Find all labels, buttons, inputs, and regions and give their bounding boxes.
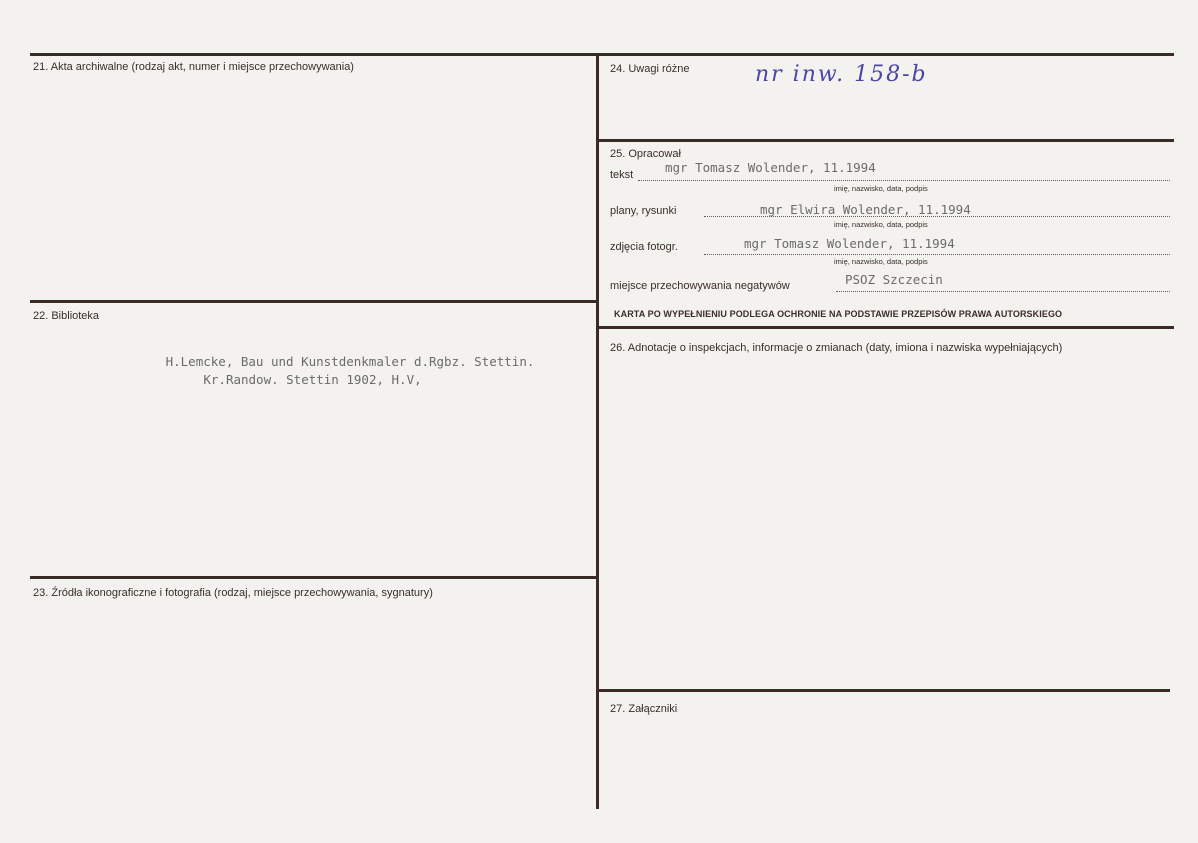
section-22-label: 22. Biblioteka xyxy=(33,310,100,322)
rule-25-26 xyxy=(598,326,1174,329)
copyright-note: KARTA PO WYPEŁNIENIU PODLEGA OCHRONIE NA PODSTAWIE PRZEPISÓW PRAWA AUTORSKIEGO xyxy=(614,309,1063,319)
section-23-label: 23. Źródła ikonograficzne i fotografia (rodzaj, miejsce przechowywania, sygnatury) xyxy=(33,587,433,599)
tekst-value: mgr Tomasz Wolender, 11.1994 xyxy=(665,160,876,175)
section-27-label: 27. Załączniki xyxy=(610,703,678,715)
plany-label: plany, rysunki xyxy=(610,205,677,217)
library-entry xyxy=(100,354,600,387)
top-rule xyxy=(30,53,1174,56)
miejsce-value: PSOZ Szczecin xyxy=(845,272,943,287)
miejsce-label: miejsce przechowywania negatywów xyxy=(610,280,790,292)
section-26-label: 26. Adnotacje o inspekcjach, informacje o zmianach (daty, imiona i nazwiska wypełniających) xyxy=(610,342,1063,354)
zdjecia-value: mgr Tomasz Wolender, 11.1994 xyxy=(744,236,955,251)
section-25-label: 25. Opracował xyxy=(610,148,681,160)
center-divider xyxy=(596,53,599,809)
section-24-label: 24. Uwagi różne xyxy=(610,63,690,75)
tekst-label: tekst xyxy=(610,169,634,181)
rule-24-25 xyxy=(598,139,1174,142)
inventory-number-handwritten: nr inw. 158-b xyxy=(755,62,928,87)
plany-caption: imię, nazwisko, data, podpis xyxy=(834,220,928,229)
plany-value: mgr Elwira Wolender, 11.1994 xyxy=(760,202,971,217)
zdjecia-line xyxy=(704,254,1170,255)
tekst-line xyxy=(638,180,1170,181)
tekst-caption: imię, nazwisko, data, podpis xyxy=(834,184,928,193)
library-entry-line2: Kr.Randow. Stettin 1902, H.V, xyxy=(203,372,422,387)
zdjecia-label: zdjęcia fotogr. xyxy=(610,241,678,253)
zdjecia-caption: imię, nazwisko, data, podpis xyxy=(834,257,928,266)
miejsce-line xyxy=(836,291,1170,292)
library-entry-line1: H.Lemcke, Bau und Kunstdenkmaler d.Rgbz. Stettin. xyxy=(165,354,535,369)
rule-26-27 xyxy=(598,689,1170,692)
rule-21-22 xyxy=(30,300,598,303)
section-21-label: 21. Akta archiwalne (rodzaj akt, numer i miejsce przechowywania) xyxy=(33,61,354,73)
rule-22-23 xyxy=(30,576,598,579)
